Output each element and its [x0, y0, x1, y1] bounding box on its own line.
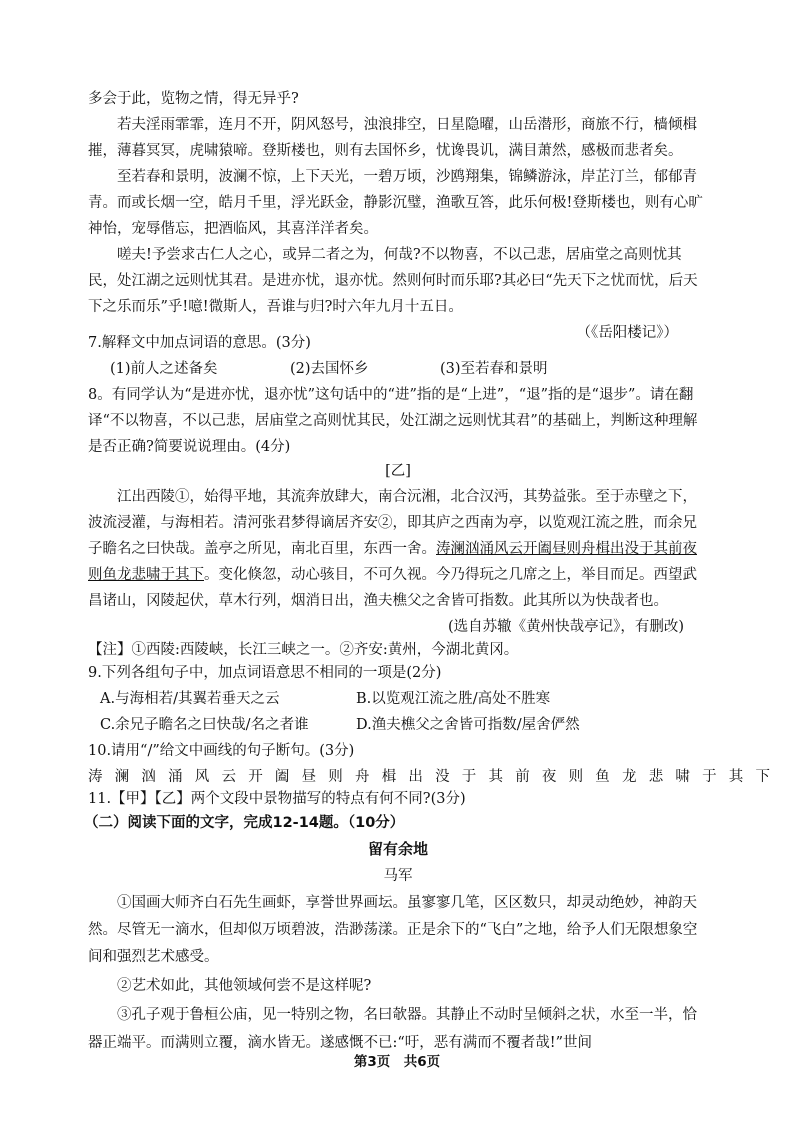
q7-item-2: (2)去国怀乡 [290, 361, 369, 377]
q9-options-row-1 [88, 686, 708, 712]
passage-b-heading: [乙] [385, 463, 411, 479]
passage-b [88, 458, 708, 660]
passage-a-para-2: 若夫淫雨霏霏，连月不开，阴风怒号，浊浪排空，日星隐曜，山岳潜形，商旅不行，樯倾楫摧，薄暮冥冥，虎啸猿啼。登斯楼也，则有去国怀乡，忧谗畏讥，满目萧然，感极而悲者矣。 [88, 117, 697, 159]
question-9 [88, 660, 708, 738]
passage-a-para-4: 嗟夫!予尝求古仁人之心，或异二者之为，何哉?不以物喜，不以己悲，居庙堂之高则忧其民，处江湖之远则忧其君。是进亦忧，退亦忧。然则何时而乐耶?其必曰“先天下之忧而忧，后天下之乐而乐”乎!噫!微斯人，吾谁与归?时六年九月十五日。 [88, 247, 698, 315]
passage-b-underlined-sentence: 涛澜汹涌风云开阖昼则舟楫出没于其前夜则鱼龙悲啸于其下 [88, 541, 697, 583]
q9-options-row-2 [88, 712, 708, 738]
q11-stem: 11.【甲】【乙】两个文段中景物描写的特点有何不同?(3分) [88, 791, 466, 807]
q9-option-b: B.以览观江流之胜/高处不胜寒 [356, 691, 551, 707]
passage-a-source: （《岳阳楼记》） [576, 325, 678, 341]
passage-a [88, 86, 708, 346]
q7-stem: 7.解释文中加点词语的意思。(3分) [88, 335, 311, 351]
passage-b-text [88, 484, 708, 614]
passage-a-para-3: 至若春和景明，波澜不惊，上下天光，一碧万顷，沙鸥翔集，锦鳞游泳，岸芷汀兰，郁郁青青。而或长烟一空，皓月千里，浮光跃金，静影沉璧，渔歌互答，此乐何极!登斯楼也，则有心旷神怡，宠辱偕忘，把酒临风，其喜洋洋者矣。 [88, 169, 703, 237]
q10-sentence: 涛澜汹涌风云开阖昼则舟楫出没于其前夜则鱼龙悲啸于其下 [88, 769, 783, 785]
passage-a-line-1: 多会于此，览物之情，得无异乎? [88, 91, 299, 107]
passage-b-text-before: 江出西陵①，始得平地，其流奔放肆大，南合沅湘，北合汉沔，其势益张。至于赤壁之下，波流浸灌，与海相若。清河张君梦得谪居齐安②，即其庐之西南为亭，以览观江流之胜，而余兄子瞻名之曰快哉。盖亭之所见，南北百里，东西一舍。 [88, 489, 697, 557]
q9-option-a: A.与海相若/其翼若垂天之云 [100, 691, 280, 707]
q9-option-d: D.渔夫樵父之舍皆可指数/屋舍俨然 [356, 717, 580, 733]
question-10 [88, 738, 783, 790]
q7-item-1: (1)前人之述备矣 [110, 361, 218, 377]
article-para-3: ③孔子观于鲁桓公庙，见一特别之物，名曰欹器。其静止不动时呈倾斜之状，水至一半，恰器正端平。而满则立覆，滴水皆无。遂感慨不已:“吁，恶有满而不覆者哉!”世间 [88, 1007, 697, 1051]
passage-b-source: (选自苏辙《黄州快哉亭记》，有删改) [447, 619, 684, 635]
article-title: 留有余地 [367, 840, 428, 858]
q10-stem: 10.请用“/”给文中画线的句子断句。(3分) [88, 743, 355, 759]
question-8 [88, 382, 708, 460]
passage-b-note: 【注】①西陵:西陵峡，长江三峡之一。②齐安:黄州，今湖北黄冈。 [88, 642, 519, 658]
article-author: 马军 [383, 868, 413, 884]
question-11 [88, 788, 708, 810]
q8-text: 8。有同学认为“是进亦忧，退亦忧”这句话中的“进”指的是“上进”，“退”指的是“退步”。请在翻译“不以物喜，不以己悲，居庙堂之高则忧其民，处江湖之远则忧其君”的基础上，判断这种理解是否正确?简要说说理由。(4分) [88, 387, 698, 455]
section-2-heading: （二）阅读下面的文字，完成12-14题。（10分） [84, 815, 405, 831]
article-para-1: ①国画大师齐白石先生画虾，享誉世界画坛。虽寥寥几笔，区区数只，却灵动绝妙，神韵天然。尽管无一滴水，但却似万顷碧波，浩渺荡漾。正是余下的“飞白”之地，给予人们无限想象空间和强烈艺术感受。 [88, 895, 698, 965]
question-7 [88, 330, 708, 382]
page-footer: 第3页 共6页 [353, 1054, 441, 1070]
q7-item-3: (3)至若春和景明 [440, 361, 548, 377]
q9-stem: 9.下列各组句子中，加点词语意思不相同的一项是(2分) [88, 665, 442, 681]
q7-items [88, 356, 708, 382]
article-para-2: ②艺术如此，其他领域何尝不是这样呢? [117, 978, 372, 994]
passage-b-text-after: 。变化倏忽，动心骇目，不可久视。今乃得玩之几席之上，举目而足。西望武昌诸山，冈陵起伏，草木行列，烟消日出，渔夫樵父之舍皆可指数。此其所以为快哉者也。 [88, 567, 697, 609]
q9-option-c: C.余兄子瞻名之曰快哉/名之者谁 [100, 717, 309, 733]
section-2 [84, 810, 708, 1057]
